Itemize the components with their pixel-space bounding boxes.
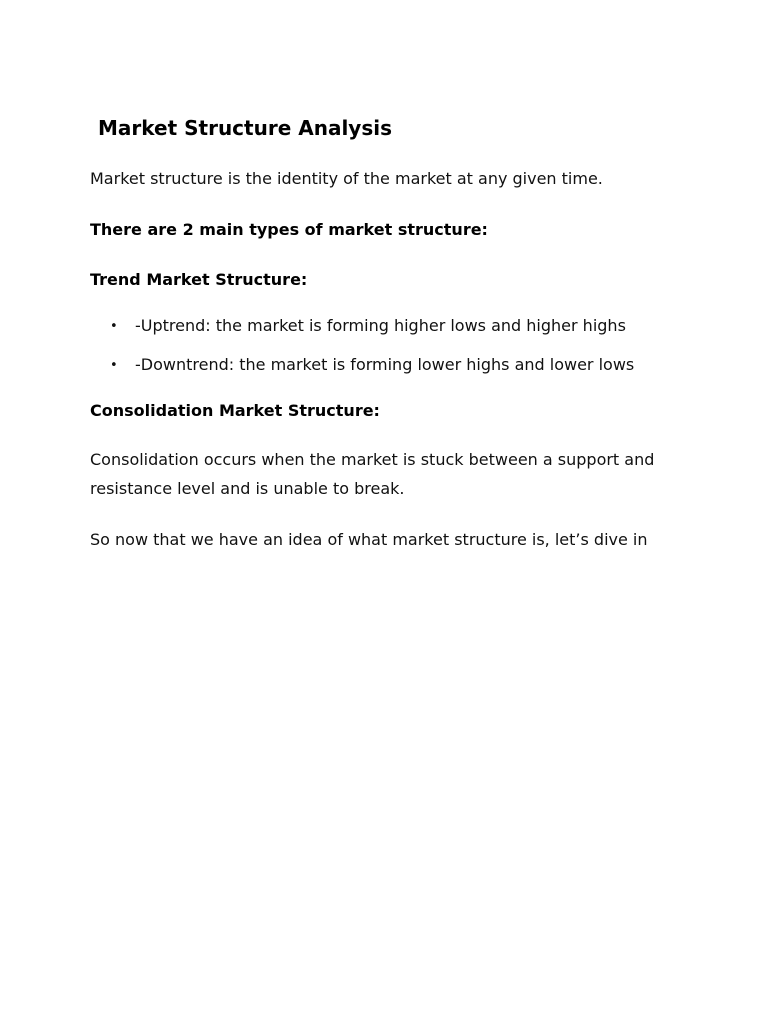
trend-heading: Trend Market Structure: [90,270,308,289]
list-item-text: -Downtrend: the market is forming lower highs and lower lows [135,355,635,374]
page-title: Market Structure Analysis [98,116,392,140]
list-item-text: -Uptrend: the market is forming higher lows and higher highs [135,316,626,335]
consolidation-paragraph: Consolidation occurs when the market is stuck between a support and resistance level and is unable to break. [90,450,655,498]
bullet-icon: • [110,319,118,334]
consolidation-heading: Consolidation Market Structure: [90,401,380,420]
bullet-icon: • [110,358,118,373]
intro-paragraph: Market structure is the identity of the market at any given time. [90,169,603,188]
types-heading: There are 2 main types of market structure: [90,220,488,239]
closing-paragraph: So now that we have an idea of what market structure is, let’s dive in [90,530,648,549]
